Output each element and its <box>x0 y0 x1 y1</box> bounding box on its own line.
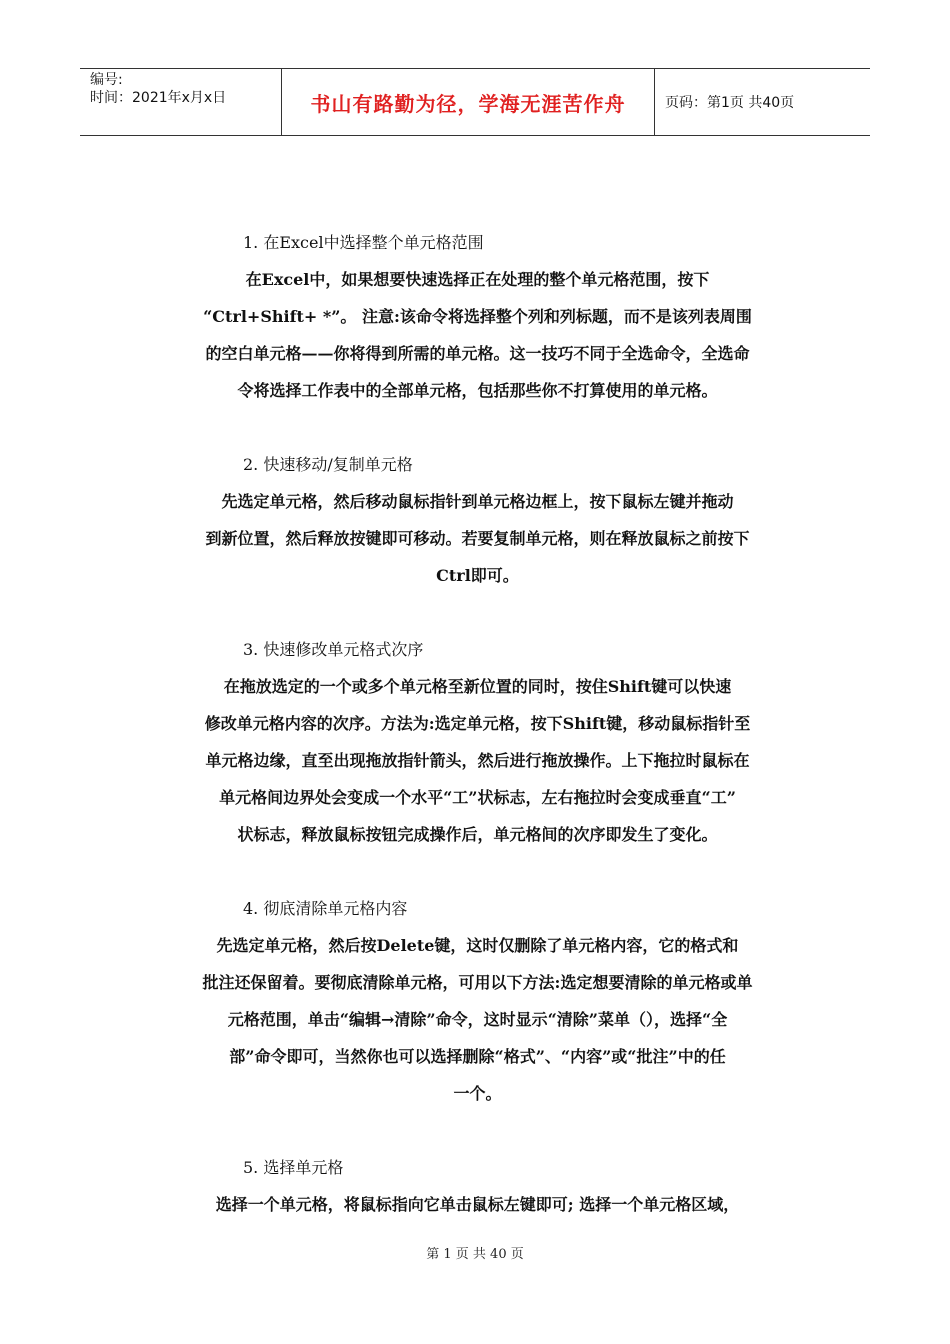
section-title: 1. 在Excel中选择整个单元格范围 <box>243 233 484 252</box>
section-3 <box>145 632 810 853</box>
paragraph-line: 先选定单元格，然后移动鼠标指针到单元格边框上，按下鼠标左键并拖动 <box>221 492 734 511</box>
section-5 <box>145 1150 810 1223</box>
document-header <box>80 68 870 136</box>
header-motto: 书山有路勤为径，学海无涯苦作舟 <box>281 69 655 135</box>
paragraph-line: 修改单元格内容的次序。方法为:选定单元格，按下Shift键，移动鼠标指针至 <box>204 714 751 733</box>
section-paragraph <box>145 927 810 1112</box>
section-1 <box>145 225 810 409</box>
paragraph-line: 单元格间边界处会变成一个水平“工”状标志，左右拖拉时会变成垂直“工” <box>219 788 736 807</box>
section-paragraph <box>145 1186 810 1223</box>
paragraph-line: 令将选择工作表中的全部单元格，包括那些你不打算使用的单元格。 <box>237 381 718 400</box>
header-meta <box>80 69 281 135</box>
paragraph-line: 到新位置，然后释放按键即可移动。若要复制单元格，则在释放鼠标之前按下 <box>205 529 750 548</box>
paragraph-line: 部”命令即可，当然你也可以选择删除“格式”、“内容”或“批注”中的任 <box>229 1047 726 1066</box>
document-number-label: 编号: <box>90 72 123 88</box>
paragraph-line: 单元格边缘，直至出现拖放指针箭头，然后进行拖放操作。上下拖拉时鼠标在 <box>205 751 750 770</box>
section-2 <box>145 447 810 594</box>
section-title: 2. 快速移动/复制单元格 <box>243 455 413 474</box>
paragraph-line: 批注还保留着。要彻底清除单元格，可用以下方法:选定想要清除的单元格或单 <box>202 973 753 992</box>
document-time-label: 时间：2021年x月x日 <box>90 90 227 106</box>
section-paragraph <box>145 668 810 853</box>
paragraph-line: “Ctrl+Shift+ *”。 注意:该命令将选择整个列和列标题，而不是该列表周围 <box>203 307 752 326</box>
header-page-info: 页码：第1页 共40页 <box>665 95 795 111</box>
paragraph-line: 状标志，释放鼠标按钮完成操作后，单元格间的次序即发生了变化。 <box>237 825 718 844</box>
paragraph-line: 的空白单元格——你将得到所需的单元格。这一技巧不同于全选命令，全选命 <box>205 344 750 363</box>
section-title: 4. 彻底清除单元格内容 <box>243 899 408 918</box>
document-body <box>145 225 810 1261</box>
paragraph-line: 选择一个单元格，将鼠标指向它单击鼠标左键即可; 选择一个单元格区域， <box>215 1195 740 1214</box>
paragraph-line: Ctrl即可。 <box>436 566 519 585</box>
section-4 <box>145 891 810 1112</box>
paragraph-line: 在拖放选定的一个或多个单元格至新位置的同时，按住Shift键可以快速 <box>223 677 732 696</box>
paragraph-line: 在Excel中，如果想要快速选择正在处理的整个单元格范围，按下 <box>245 270 710 289</box>
section-paragraph <box>145 261 810 409</box>
paragraph-line: 先选定单元格，然后按Delete键，这时仅删除了单元格内容，它的格式和 <box>216 936 739 955</box>
section-title: 5. 选择单元格 <box>243 1158 344 1177</box>
section-paragraph <box>145 483 810 594</box>
page-footer: 第 1 页 共 40 页 <box>426 1247 524 1262</box>
section-title: 3. 快速修改单元格式次序 <box>243 640 424 659</box>
paragraph-line: 一个。 <box>453 1084 502 1103</box>
paragraph-line: 元格范围，单击“编辑→清除”命令，这时显示“清除”菜单（），选择“全 <box>227 1010 728 1029</box>
